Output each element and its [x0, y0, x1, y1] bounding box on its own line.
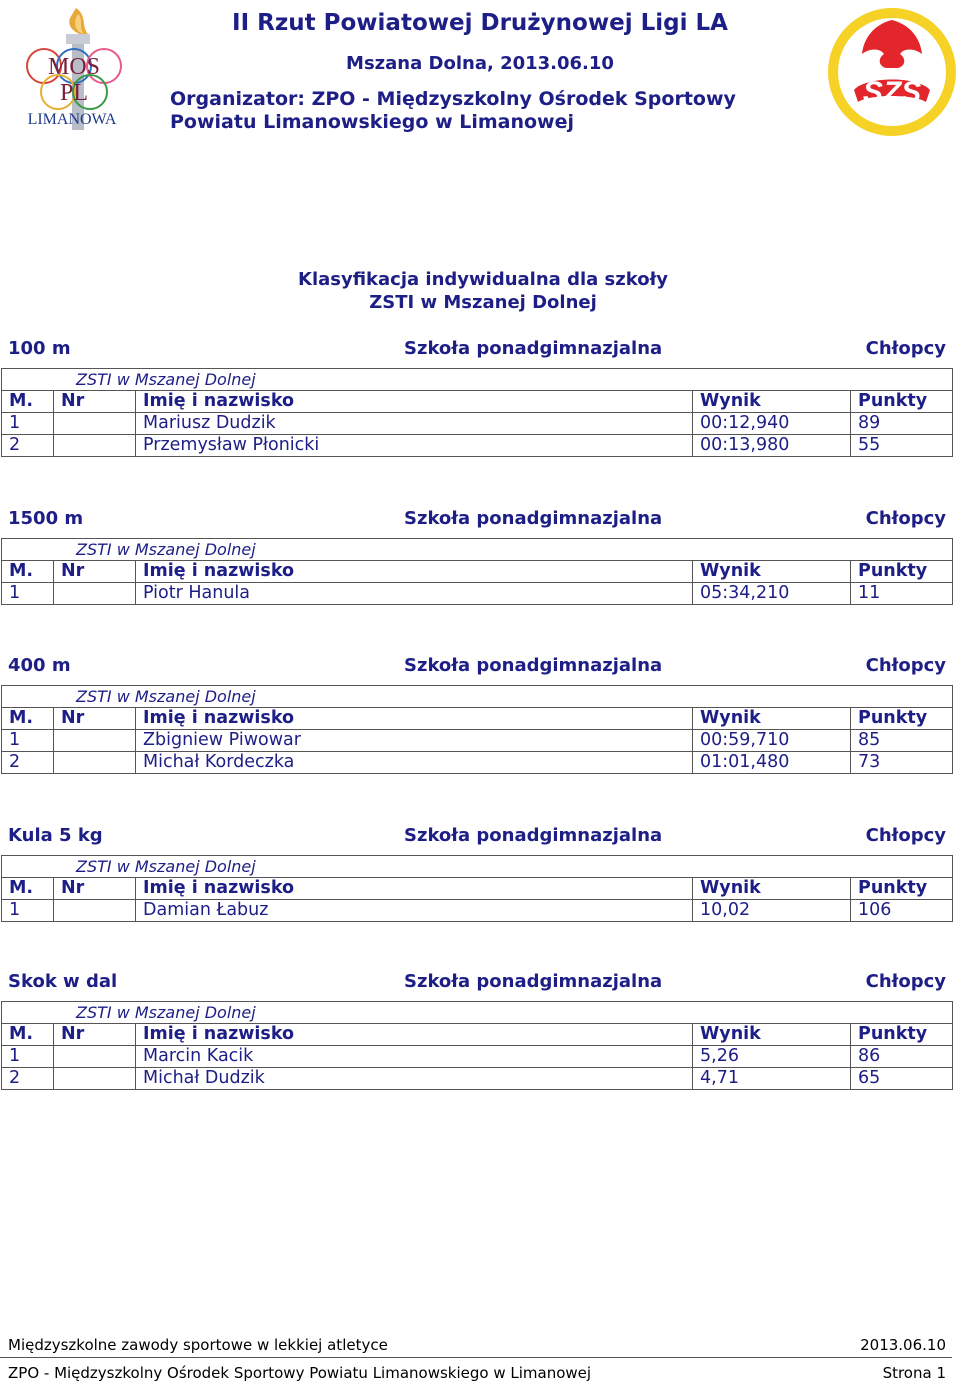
table-header-row [2, 1024, 953, 1046]
athlete-name-cell: Michał Kordeczka [136, 752, 693, 774]
classification-line-1: Klasyfikacja indywidualna dla szkoły [298, 269, 668, 290]
place-cell: 1 [2, 1046, 54, 1068]
number-cell [54, 435, 136, 457]
place-cell: 2 [2, 752, 54, 774]
pl-logo-text: PL [59, 80, 89, 106]
place-cell: 2 [2, 1068, 54, 1090]
result-section [0, 508, 960, 605]
points-cell: 86 [851, 1046, 953, 1068]
section-header [0, 338, 960, 368]
school-name: ZSTI w Mszanej Dolnej [2, 369, 693, 391]
event-name: Skok w dal [8, 971, 118, 992]
result-cell: 01:01,480 [693, 752, 851, 774]
footer-event-name: Międzyszkolne zawody sportowe w lekkiej atletyce [8, 1336, 388, 1354]
col-header-result: Wynik [693, 561, 851, 583]
gender-category: Chłopcy [865, 338, 946, 359]
school-row [2, 539, 953, 561]
col-header-name: Imię i nazwisko [136, 391, 693, 413]
result-cell: 00:59,710 [693, 730, 851, 752]
points-cell: 65 [851, 1068, 953, 1090]
col-header-result: Wynik [693, 1024, 851, 1046]
number-cell [54, 413, 136, 435]
school-row [2, 686, 953, 708]
gender-category: Chłopcy [865, 508, 946, 529]
col-header-result: Wynik [693, 708, 851, 730]
number-cell [54, 1068, 136, 1090]
result-cell: 4,71 [693, 1068, 851, 1090]
points-cell: 11 [851, 583, 953, 605]
table-row [2, 752, 953, 774]
footer-organizer: ZPO - Międzyszkolny Ośrodek Sportowy Powiatu Limanowskiego w Limanowej [8, 1364, 592, 1382]
col-header-result: Wynik [693, 878, 851, 900]
organizer-line-1: Organizator: ZPO - Międzyszkolny Ośrodek Sportowy [170, 88, 736, 110]
col-header-m: M. [2, 708, 54, 730]
results-table [1, 685, 953, 774]
col-header-name: Imię i nazwisko [136, 708, 693, 730]
col-header-points: Punkty [851, 561, 953, 583]
col-header-points: Punkty [851, 391, 953, 413]
classification-line-2: ZSTI w Mszanej Dolnej [369, 292, 597, 313]
gender-category: Chłopcy [865, 655, 946, 676]
event-name: 100 m [8, 338, 71, 359]
place-cell: 1 [2, 413, 54, 435]
col-header-points: Punkty [851, 708, 953, 730]
col-header-m: M. [2, 1024, 54, 1046]
organizer [170, 88, 770, 134]
event-name: 1500 m [8, 508, 84, 529]
gender-category: Chłopcy [865, 971, 946, 992]
section-header [0, 655, 960, 685]
points-cell: 89 [851, 413, 953, 435]
athlete-name-cell: Marcin Kacik [136, 1046, 693, 1068]
col-header-result: Wynik [693, 391, 851, 413]
points-cell: 106 [851, 900, 953, 922]
results-table [1, 855, 953, 922]
result-section [0, 825, 960, 922]
footer-line-1 [8, 1336, 946, 1354]
school-category: Szkoła ponadgimnazjalna [404, 825, 663, 846]
result-section [0, 338, 960, 457]
col-header-m: M. [2, 878, 54, 900]
result-cell: 5,26 [693, 1046, 851, 1068]
place-cell: 2 [2, 435, 54, 457]
result-section [0, 655, 960, 774]
school-name: ZSTI w Mszanej Dolnej [2, 686, 693, 708]
table-header-row [2, 391, 953, 413]
col-header-name: Imię i nazwisko [136, 561, 693, 583]
results-table [1, 368, 953, 457]
table-row [2, 1068, 953, 1090]
points-cell: 73 [851, 752, 953, 774]
school-category: Szkoła ponadgimnazjalna [404, 508, 663, 529]
section-header [0, 508, 960, 538]
number-cell [54, 752, 136, 774]
athlete-name-cell: Mariusz Dudzik [136, 413, 693, 435]
result-cell: 00:12,940 [693, 413, 851, 435]
col-header-nr: Nr [54, 1024, 136, 1046]
points-cell: 55 [851, 435, 953, 457]
athlete-name-cell: Piotr Hanula [136, 583, 693, 605]
school-category: Szkoła ponadgimnazjalna [404, 971, 663, 992]
school-category: Szkoła ponadgimnazjalna [404, 338, 663, 359]
col-header-nr: Nr [54, 708, 136, 730]
table-row [2, 730, 953, 752]
athlete-name-cell: Przemysław Płonicki [136, 435, 693, 457]
result-cell: 05:34,210 [693, 583, 851, 605]
col-header-nr: Nr [54, 561, 136, 583]
footer-line-2 [8, 1364, 946, 1382]
place-cell: 1 [2, 730, 54, 752]
col-header-points: Punkty [851, 878, 953, 900]
page-number: Strona 1 [882, 1364, 946, 1382]
col-header-name: Imię i nazwisko [136, 878, 693, 900]
col-header-nr: Nr [54, 878, 136, 900]
school-row [2, 856, 953, 878]
table-row [2, 900, 953, 922]
szs-logo-text: SZS [862, 76, 922, 109]
section-header [0, 971, 960, 1001]
school-name: ZSTI w Mszanej Dolnej [2, 1002, 693, 1024]
gender-category: Chłopcy [865, 825, 946, 846]
place-cell: 1 [2, 900, 54, 922]
school-name: ZSTI w Mszanej Dolnej [2, 856, 693, 878]
number-cell [54, 730, 136, 752]
school-row [2, 369, 953, 391]
table-header-row [2, 878, 953, 900]
table-row [2, 1046, 953, 1068]
results-table [1, 1001, 953, 1090]
result-section [0, 971, 960, 1090]
col-header-m: M. [2, 561, 54, 583]
col-header-points: Punkty [851, 1024, 953, 1046]
table-row [2, 435, 953, 457]
mos-logo-text: MOS [47, 54, 101, 80]
table-row [2, 413, 953, 435]
footer-divider [0, 1357, 952, 1358]
number-cell [54, 583, 136, 605]
athlete-name-cell: Michał Dudzik [136, 1068, 693, 1090]
result-cell: 10,02 [693, 900, 851, 922]
table-header-row [2, 561, 953, 583]
organizer-line-2: Powiatu Limanowskiego w Limanowej [170, 111, 575, 133]
number-cell [54, 900, 136, 922]
limanowa-logo-text: LIMANOWA [27, 111, 117, 128]
athlete-name-cell: Damian Łabuz [136, 900, 693, 922]
athlete-name-cell: Zbigniew Piwowar [136, 730, 693, 752]
table-header-row [2, 708, 953, 730]
place-date: Mszana Dolna, 2013.06.10 [346, 53, 614, 74]
results-table [1, 538, 953, 605]
school-category: Szkoła ponadgimnazjalna [404, 655, 663, 676]
place-cell: 1 [2, 583, 54, 605]
event-name: 400 m [8, 655, 71, 676]
points-cell: 85 [851, 730, 953, 752]
school-name: ZSTI w Mszanej Dolnej [2, 539, 693, 561]
col-header-name: Imię i nazwisko [136, 1024, 693, 1046]
event-name: Kula 5 kg [8, 825, 103, 846]
classification-heading [0, 268, 960, 314]
table-row [2, 583, 953, 605]
number-cell [54, 1046, 136, 1068]
school-row [2, 1002, 953, 1024]
page-title: II Rzut Powiatowej Drużynowej Ligi LA [232, 10, 728, 36]
col-header-m: M. [2, 391, 54, 413]
result-cell: 00:13,980 [693, 435, 851, 457]
section-header [0, 825, 960, 855]
footer-date: 2013.06.10 [860, 1336, 946, 1354]
col-header-nr: Nr [54, 391, 136, 413]
